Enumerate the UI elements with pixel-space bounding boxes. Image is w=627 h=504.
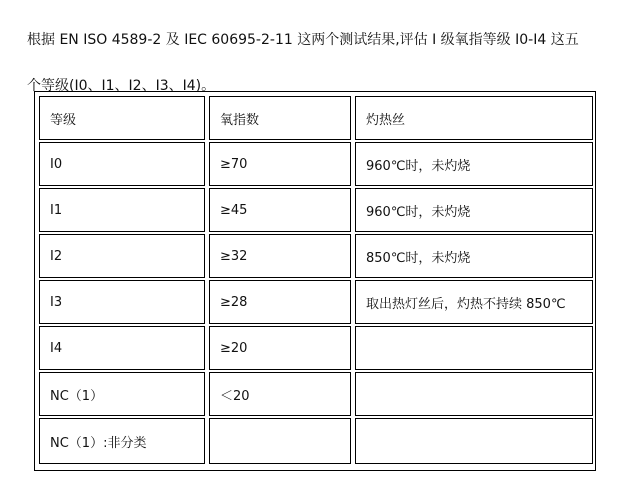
table-cell-glow-wire [355, 372, 593, 416]
table-cell-oxygen-index: ≥20 [209, 326, 351, 370]
header-cell-oxygen-index: 氧指数 [209, 96, 351, 140]
table-cell-glow-wire: 取出热灯丝后，灼热不持续 850℃ [355, 280, 593, 324]
table-cell-oxygen-index [209, 418, 351, 464]
table-cell-glow-wire [355, 326, 593, 370]
table-cell-grade: I4 [39, 326, 205, 370]
table-cell-oxygen-index: ≥28 [209, 280, 351, 324]
intro-line-1: 根据 EN ISO 4589-2 及 IEC 60695-2-11 这两个测试结果,评估 I 级氧指等级 I0-I4 这五 [27, 32, 579, 48]
table-cell-grade: NC（1）:非分类 [39, 418, 205, 464]
table-cell-grade: I2 [39, 234, 205, 278]
table-cell-glow-wire: 960℃时，未灼烧 [355, 188, 593, 232]
table-cell-grade: NC（1） [39, 372, 205, 416]
table-cell-oxygen-index: ≥45 [209, 188, 351, 232]
table-cell-oxygen-index: ≥70 [209, 142, 351, 186]
table-cell-grade: I0 [39, 142, 205, 186]
header-cell-glow-wire: 灼热丝 [355, 96, 593, 140]
intro-line-2: 个等级(I0、I1、I2、I3、I4)。 [27, 78, 216, 94]
table-cell-glow-wire: 960℃时，未灼烧 [355, 142, 593, 186]
table-cell-grade: I1 [39, 188, 205, 232]
table-cell-oxygen-index: ≥32 [209, 234, 351, 278]
header-cell-grade: 等级 [39, 96, 205, 140]
table-cell-oxygen-index: ＜20 [209, 372, 351, 416]
table-cell-glow-wire: 850℃时，未灼烧 [355, 234, 593, 278]
table-cell-glow-wire [355, 418, 593, 464]
table-cell-grade: I3 [39, 280, 205, 324]
oxygen-index-table [34, 91, 596, 471]
